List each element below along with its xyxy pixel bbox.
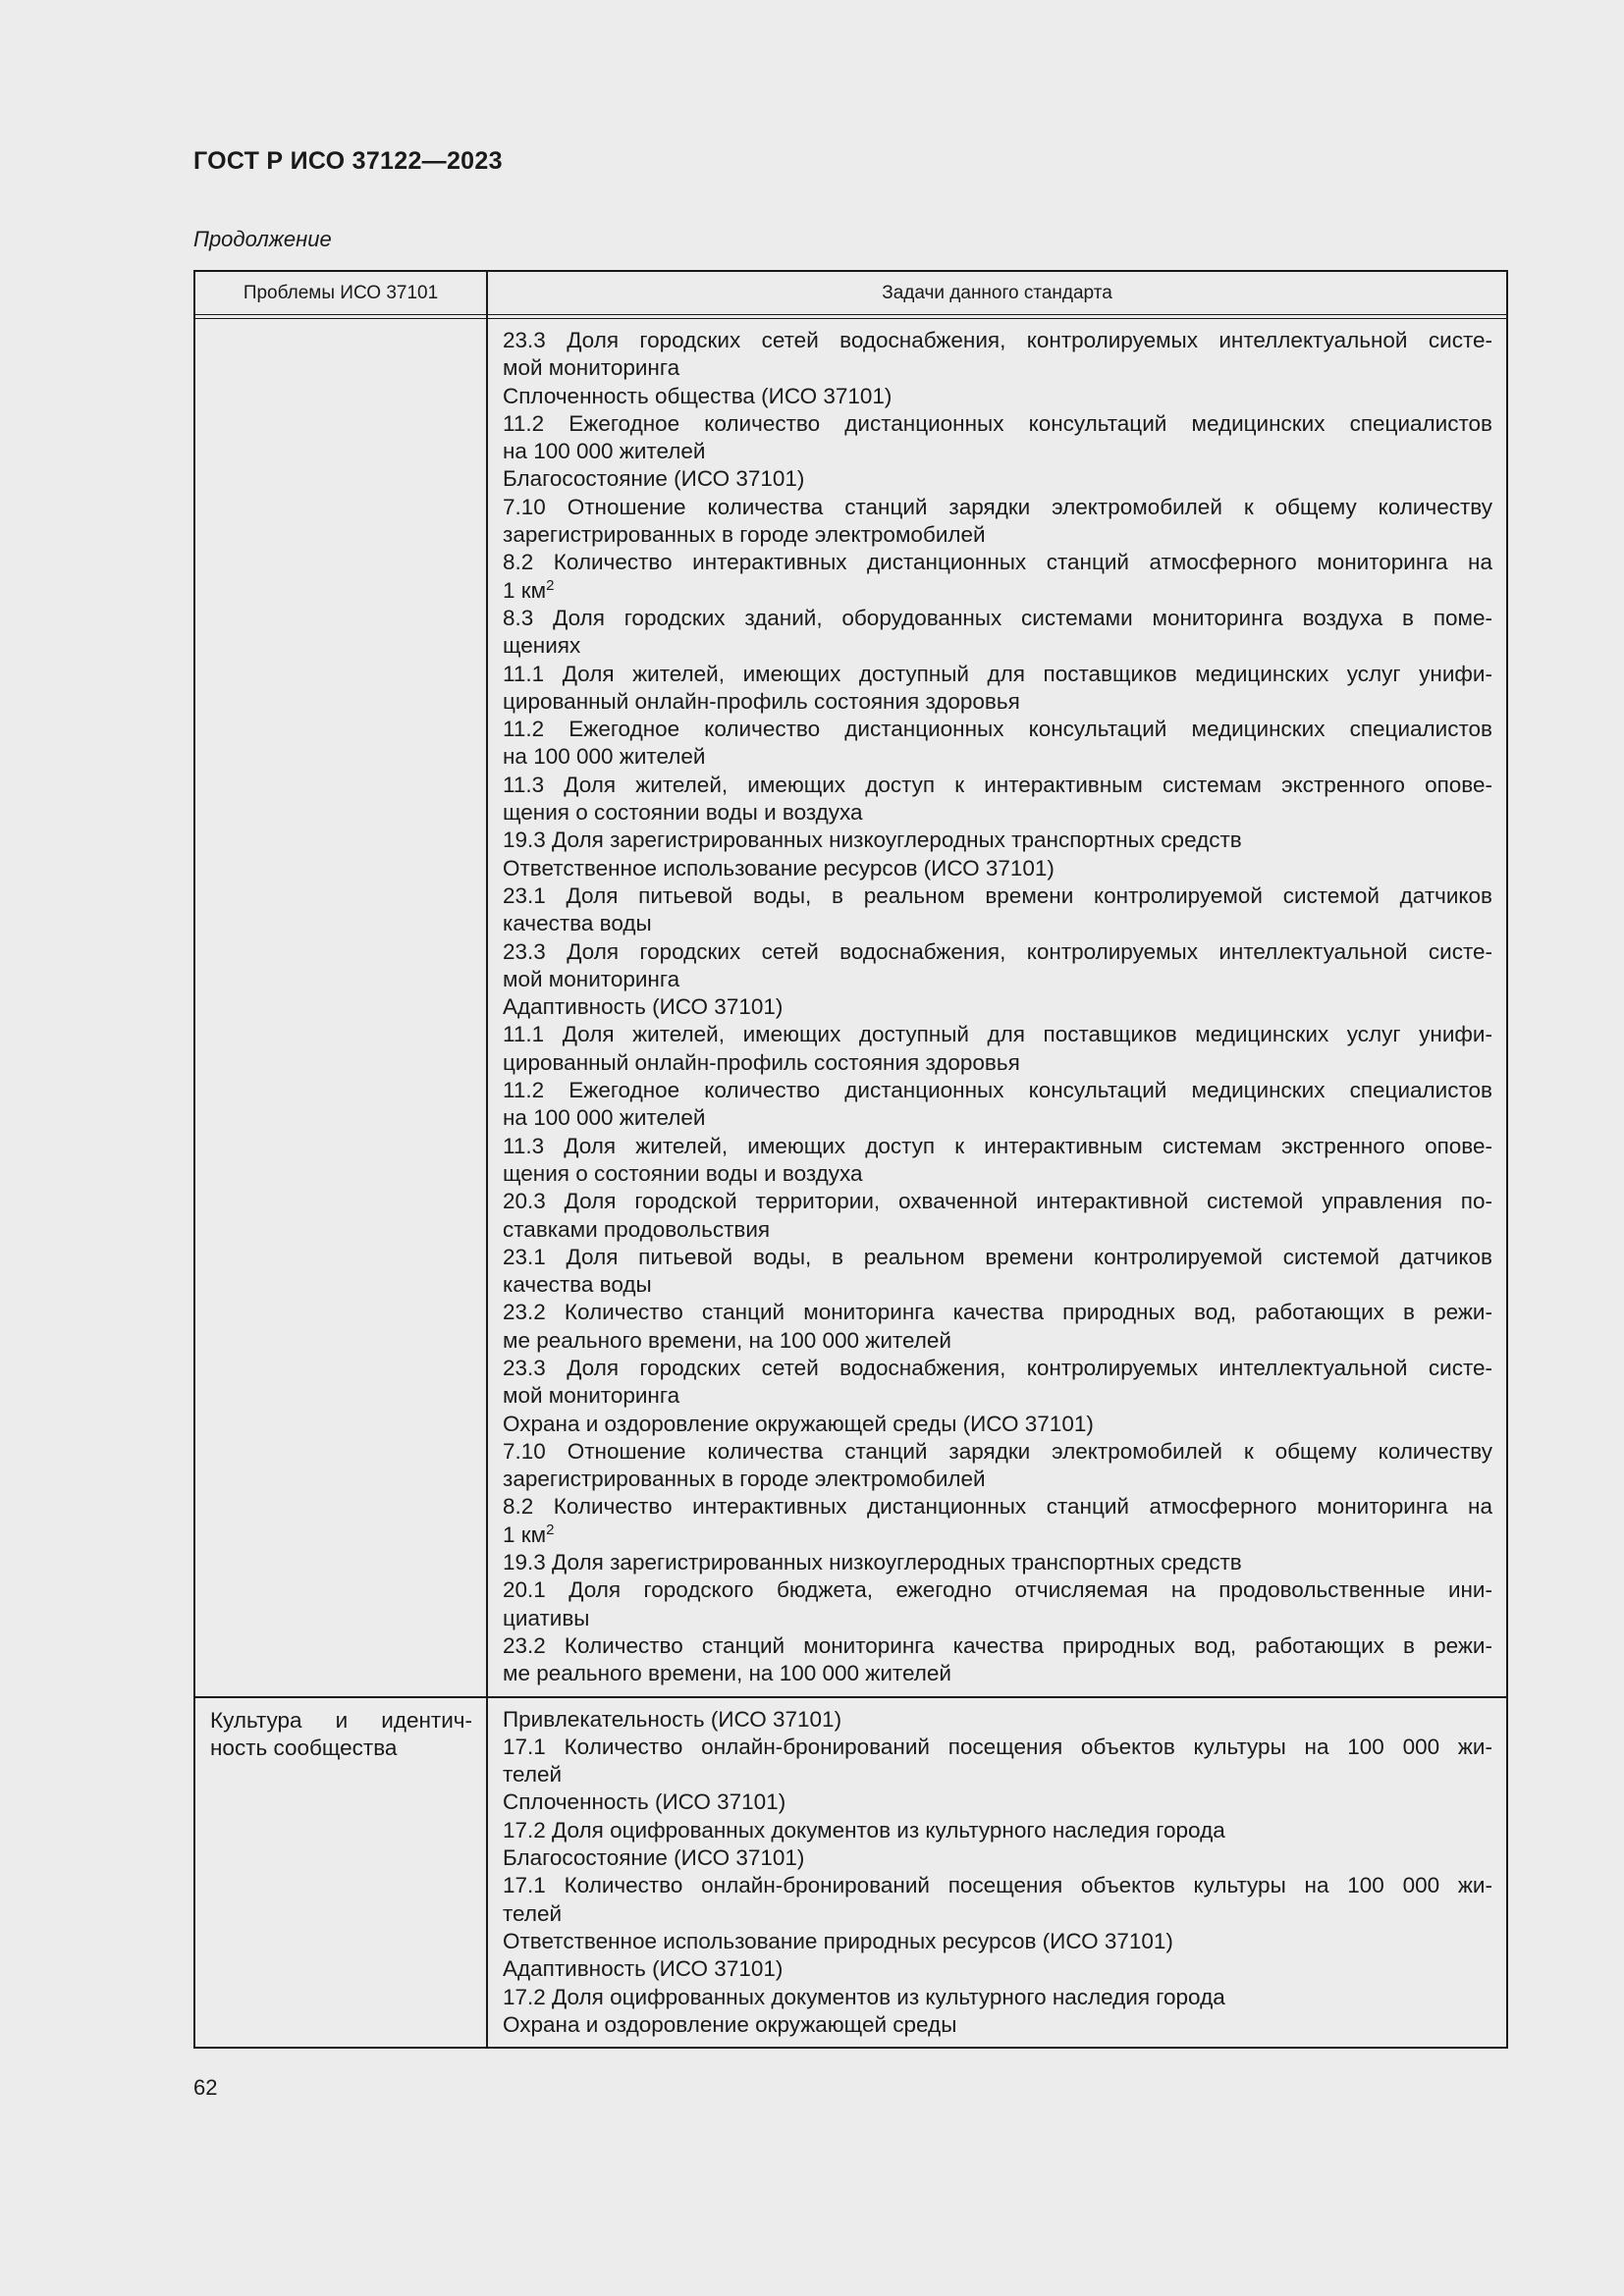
task-line: 23.3 Доля городских сетей водоснабжения, контролируемых интеллектуальной систе- xyxy=(503,938,1492,964)
task-line: качества воды xyxy=(503,911,652,936)
task-line: ме реального времени, на 100 000 жителей xyxy=(503,1327,951,1353)
task-line: ме реального времени, на 100 000 жителей xyxy=(503,1661,951,1686)
task-line: 17.1 Количество онлайн-бронирований посещения объектов культуры на 100 000 жи- xyxy=(503,1734,1492,1759)
table-body xyxy=(195,319,1506,2047)
standards-table xyxy=(193,270,1508,2049)
task-line: качества воды xyxy=(503,1272,652,1298)
task-line: 1 $км^2$ xyxy=(503,1521,555,1547)
task-line: телей xyxy=(503,1762,563,1788)
document-title: ГОСТ Р ИСО 37122—2023 xyxy=(193,147,503,175)
task-line: 23.1 Доля питьевой воды, в реальном времени контролируемой системой датчиков xyxy=(503,1244,1492,1269)
task-line: 8.2 Количество интерактивных дистанционных станций атмосферного мониторинга на xyxy=(503,1494,1492,1520)
task-line: 23.1 Доля питьевой воды, в реальном времени контролируемой системой датчиков xyxy=(503,882,1492,908)
tasks-cell xyxy=(488,1698,1506,2048)
task-line: Охрана и оздоровление окружающей среды xyxy=(503,2011,957,2037)
superscript: 2 xyxy=(546,576,555,594)
task-line: Адаптивность (ИСО 37101) xyxy=(503,1956,784,1982)
task-line: 7.10 Отношение количества станций зарядки электромобилей к общему количеству xyxy=(503,1438,1492,1464)
problem-line: Культура и идентич- xyxy=(210,1707,472,1733)
task-line: Охрана и оздоровление окружающей среды (ИСО 37101) xyxy=(503,1411,1094,1436)
task-line: Ответственное использование природных ресурсов (ИСО 37101) xyxy=(503,1928,1173,1953)
task-line: 19.3 Доля зарегистрированных низкоуглеродных транспортных средств xyxy=(503,1550,1242,1575)
task-line: 8.3 Доля городских зданий, оборудованных системами мониторинга воздуха в поме- xyxy=(503,605,1492,630)
task-line: 17.1 Количество онлайн-бронирований посещения объектов культуры на 100 000 жи- xyxy=(503,1873,1492,1898)
task-line: 11.2 Ежегодное количество дистанционных консультаций медицинских специалистов xyxy=(503,717,1492,742)
task-line: 19.3 Доля зарегистрированных низкоуглеродных транспортных средств xyxy=(503,828,1242,853)
problem-cell xyxy=(195,1698,488,2048)
task-line: 20.3 Доля городской территории, охваченной интерактивной системой управления по- xyxy=(503,1189,1492,1214)
task-line: Благосостояние (ИСО 37101) xyxy=(503,466,805,492)
continuation-label: Продолжение xyxy=(193,227,332,251)
task-line: Адаптивность (ИСО 37101) xyxy=(503,994,784,1020)
task-line: щения о состоянии воды и воздуха xyxy=(503,800,863,826)
task-line: зарегистрированных в городе электромобилей xyxy=(503,522,986,548)
tasks-cell xyxy=(488,319,1506,1696)
task-line: 11.1 Доля жителей, имеющих доступный для поставщиков медицинских услуг унифи- xyxy=(503,661,1492,686)
task-line: зарегистрированных в городе электромобилей xyxy=(503,1467,986,1492)
task-line: цированный онлайн-профиль состояния здоровья xyxy=(503,1049,1020,1075)
task-line: 23.3 Доля городских сетей водоснабжения, контролируемых интеллектуальной систе- xyxy=(503,328,1492,352)
task-line: Привлекательность (ИСО 37101) xyxy=(503,1706,842,1732)
task-line: циативы xyxy=(503,1605,590,1630)
task-line: мой мониторинга xyxy=(503,1383,680,1409)
task-line: Благосостояние (ИСО 37101) xyxy=(503,1845,805,1871)
task-line: мой мониторинга xyxy=(503,966,680,991)
task-line: 11.2 Ежегодное количество дистанционных консультаций медицинских специалистов xyxy=(503,1078,1492,1103)
header-tasks: Задачи данного стандарта xyxy=(882,282,1112,303)
task-line: ставками продовольствия xyxy=(503,1216,771,1242)
task-line: 11.3 Доля жителей, имеющих доступ к интерактивным системам экстренного опове- xyxy=(503,772,1492,797)
task-line: 23.3 Доля городских сетей водоснабжения, контролируемых интеллектуальной систе- xyxy=(503,1355,1492,1380)
table-row xyxy=(195,319,1506,1696)
task-line: 20.1 Доля городского бюджета, ежегодно отчисляемая на продовольственные ини- xyxy=(503,1577,1492,1603)
task-line: Сплоченность общества (ИСО 37101) xyxy=(503,383,893,408)
task-line: щения о состоянии воды и воздуха xyxy=(503,1160,863,1186)
task-line: Сплоченность (ИСО 37101) xyxy=(503,1789,786,1815)
task-line: 1 $км^2$ xyxy=(503,576,555,603)
problem-cell xyxy=(195,319,488,1696)
task-line: 17.2 Доля оцифрованных документов из культурного наследия города xyxy=(503,1817,1225,1842)
task-line: 7.10 Отношение количества станций зарядки электромобилей к общему количеству xyxy=(503,494,1492,519)
task-line: на 100 000 жителей xyxy=(503,1105,706,1131)
task-line: телей xyxy=(503,1900,563,1926)
superscript: 2 xyxy=(546,1521,555,1538)
task-line: цированный онлайн-профиль состояния здоровья xyxy=(503,688,1020,714)
problem-line: ность сообщества xyxy=(210,1735,398,1760)
task-line: щениях xyxy=(503,633,581,659)
task-line: 17.2 Доля оцифрованных документов из культурного наследия города xyxy=(503,1984,1225,2009)
header-problems: Проблемы ИСО 37101 xyxy=(195,272,488,314)
task-line: на 100 000 жителей xyxy=(503,439,706,464)
task-line: 11.2 Ежегодное количество дистанционных консультаций медицинских специалистов xyxy=(503,410,1492,436)
task-line: 11.3 Доля жителей, имеющих доступ к интерактивным системам экстренного опове- xyxy=(503,1133,1492,1158)
table-row xyxy=(195,1696,1506,2048)
table-header xyxy=(195,272,1506,315)
task-line: 23.2 Количество станций мониторинга качества природных вод, работающих в режи- xyxy=(503,1300,1492,1325)
page-number: 62 xyxy=(193,2075,218,2100)
task-line: мой мониторинга xyxy=(503,355,680,381)
task-line: на 100 000 жителей xyxy=(503,744,706,770)
task-line: Ответственное использование ресурсов (ИСО 37101) xyxy=(503,855,1055,881)
task-line: 8.2 Количество интерактивных дистанционных станций атмосферного мониторинга на xyxy=(503,550,1492,575)
task-line: 11.1 Доля жителей, имеющих доступный для поставщиков медицинских услуг унифи- xyxy=(503,1022,1492,1047)
task-line: 23.2 Количество станций мониторинга качества природных вод, работающих в режи- xyxy=(503,1632,1492,1658)
